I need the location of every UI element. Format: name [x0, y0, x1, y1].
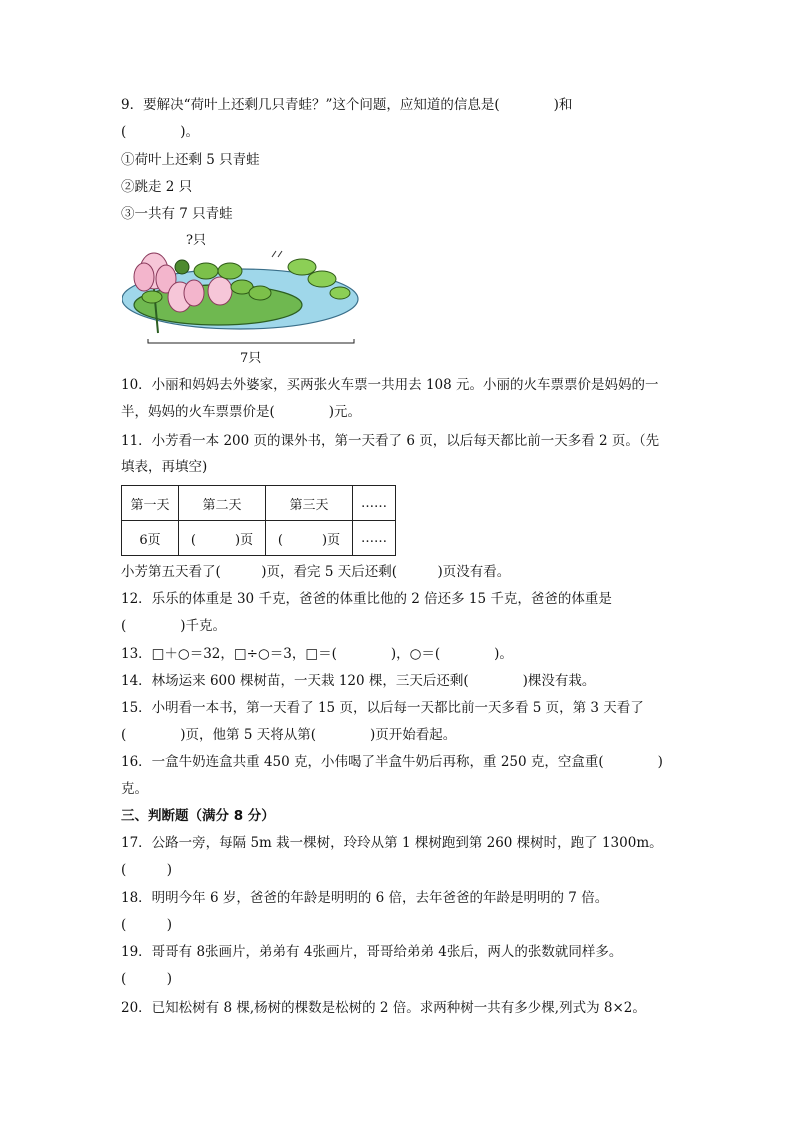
- q9-option-3: ③一共有 7 只青蛙: [121, 206, 233, 222]
- q17-text: 17．公路一旁，每隔 5m 栽一棵树，玲玲从第 1 棵树跑到第 260 棵树时，跑了 1300m。: [121, 835, 663, 851]
- q12-text: 12．乐乐的体重是 30 千克，爸爸的体重比他的 2 倍还多 15 千克，爸爸的体重是: [121, 591, 612, 607]
- q19-answer-blank: ( ): [121, 971, 173, 987]
- table-cell: 6页: [122, 521, 179, 556]
- table-row: [122, 521, 396, 556]
- table-cell: ……: [353, 521, 396, 556]
- q16-text: 16．一盒牛奶连盒共重 450 克，小伟喝了半盒牛奶后再称，重 250 克，空盒重( ): [121, 754, 663, 770]
- q13-text: 13．□＋○＝32，□÷○＝3，□＝( )，○＝( )。: [121, 646, 513, 662]
- q11-fill-line: 小芳第五天看了( )页，看完 5 天后还剩( )页没有看。: [121, 564, 511, 580]
- reading-table: [121, 485, 396, 556]
- q18-text: 18．明明今年 6 岁，爸爸的年龄是明明的 6 倍，去年爸爸的年龄是明明的 7 倍。: [121, 890, 609, 906]
- q18-answer-blank: ( ): [121, 917, 173, 933]
- q15-text: 15．小明看一本书，第一天看了 15 页，以后每一天都比前一天多看 5 页，第 3 天看了: [121, 700, 644, 716]
- q9-option-1: ①荷叶上还剩 5 只青蛙: [121, 152, 260, 168]
- q11-text: 11．小芳看一本 200 页的课外书，第一天看了 6 页，以后每天都比前一天多看 2 页。（先: [121, 433, 660, 449]
- q9-option-2: ②跳走 2 只: [121, 179, 193, 195]
- section-title: 三、判断题（满分 8 分）: [121, 808, 275, 824]
- frogs-on-lotus-illustration: [122, 227, 372, 367]
- q20-text: 20．已知松树有 8 棵,杨树的棵数是松树的 2 倍。求两种树一共有多少棵,列式为 8×2。: [121, 1000, 646, 1016]
- q10-text-cont: 半，妈妈的火车票票价是( )元。: [121, 404, 362, 420]
- q15-text-cont: ( )页，他第 5 天将从第( )页开始看起。: [121, 727, 457, 743]
- table-cell: ( )页: [266, 521, 353, 556]
- q11-text-cont: 填表，再填空): [121, 459, 208, 475]
- fig-unknown-label: ?只: [186, 233, 206, 248]
- q9-blank-line: ( )。: [121, 124, 200, 140]
- table-header-cell: 第一天: [122, 486, 179, 521]
- q10-text: 10．小丽和妈妈去外婆家，买两张火车票一共用去 108 元。小丽的火车票票价是妈妈的一: [121, 377, 659, 393]
- q12-text-cont: ( )千克。: [121, 618, 227, 634]
- table-cell: ( )页: [179, 521, 266, 556]
- table-row: [122, 486, 396, 521]
- q14-text: 14．林场运来 600 棵树苗，一天栽 120 棵，三天后还剩( )棵没有栽。: [121, 673, 596, 689]
- q19-text: 19．哥哥有 8张画片，弟弟有 4张画片，哥哥给弟弟 4张后，两人的张数就同样多。: [121, 944, 623, 960]
- q16-text-cont: 克。: [121, 781, 148, 797]
- fig-total-label: 7只: [240, 351, 262, 366]
- q17-answer-blank: ( ): [121, 862, 173, 878]
- table-header-cell: 第三天: [266, 486, 353, 521]
- q9-text: 9．要解决“荷叶上还剩几只青蛙？”这个问题，应知道的信息是( )和: [121, 97, 573, 113]
- table-header-cell: 第二天: [179, 486, 266, 521]
- table-header-cell: ……: [353, 486, 396, 521]
